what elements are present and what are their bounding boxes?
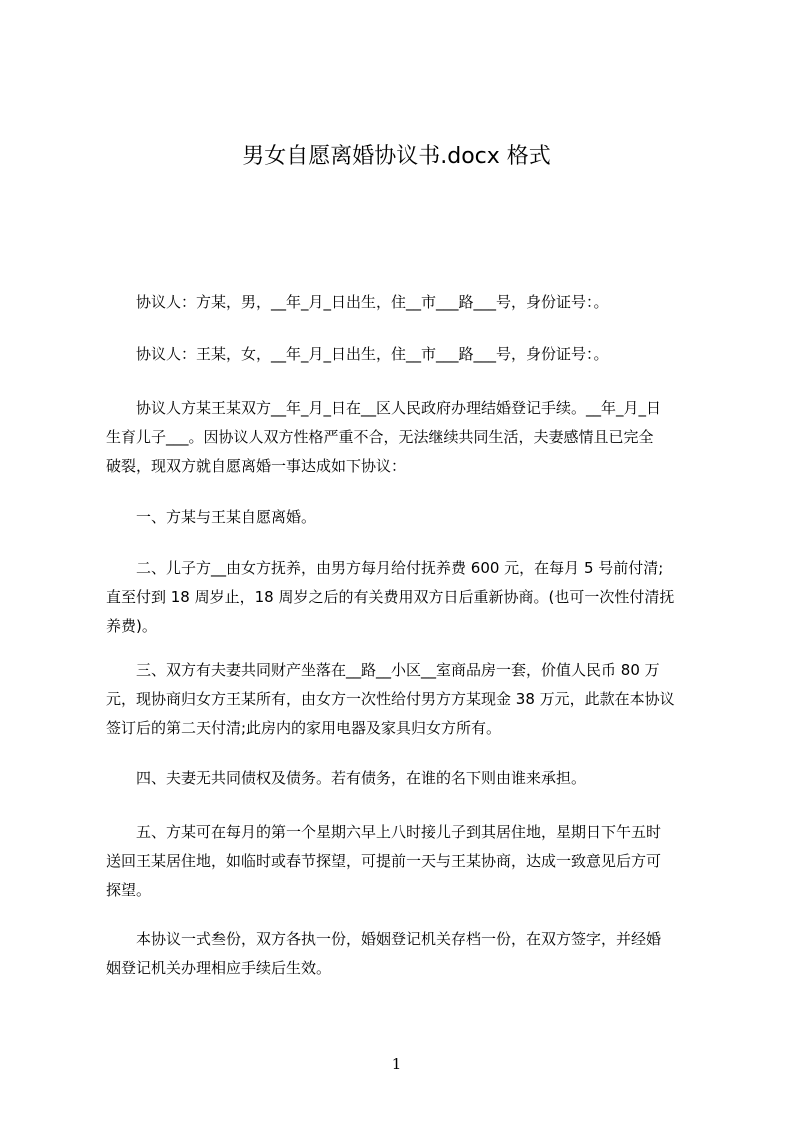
text-line: 一、方某与王某自愿离婚。 <box>106 508 317 526</box>
clause-1-paragraph <box>106 503 698 532</box>
clause-4-paragraph <box>106 764 698 793</box>
text-line: 二、儿子方__由女方抚养，由男方每月给付抚养费 600 元，在每月 5 号前付清; <box>106 559 664 577</box>
text-line: 姻登记机关办理相应手续后生效。 <box>106 959 332 977</box>
text-line: 破裂，现双方就自愿离婚一事达成如下协议： <box>106 457 407 475</box>
text-line: 四、夫妻无共同债权及债务。若有债务，在谁的名下则由谁来承担。 <box>106 769 587 787</box>
background-paragraph <box>106 394 698 481</box>
text-line: 送回王某居住地，如临时或春节探望，可提前一天与王某协商，达成一致意见后方可 <box>106 852 662 870</box>
party-b-paragraph <box>106 340 698 369</box>
text-line: 签订后的第二天付清;此房内的家用电器及家具归女方所有。 <box>106 719 502 737</box>
text-line: 五、方某可在每月的第一个星期六早上八时接儿子到其居住地，星期日下午五时 <box>106 823 662 841</box>
text-line: 探望。 <box>106 881 152 899</box>
document-title: 男女自愿离婚协议书.docx 格式 <box>242 144 551 169</box>
text-line: 协议人：方某，男，__年_月_日出生，住__市___路___号，身份证号：。 <box>106 293 609 311</box>
text-line: 本协议一式叁份，双方各执一份，婚姻登记机关存档一份，在双方签字，并经婚 <box>106 930 662 948</box>
text-line: 养费)。 <box>106 617 157 635</box>
clause-5-paragraph <box>106 818 698 905</box>
closing-paragraph <box>106 925 698 983</box>
clause-2-paragraph <box>106 554 698 641</box>
text-line: 直至付到 18 周岁止，18 周岁之后的有关费用双方日后重新协商。(也可一次性付清抚 <box>106 588 675 606</box>
clause-3-paragraph <box>106 656 698 743</box>
text-line: 三、双方有夫妻共同财产坐落在__路__小区__室商品房一套，价值人民币 80 万 <box>106 661 660 679</box>
text-line: 元，现协商归女方王某所有，由女方一次性给付男方方某现金 38 万元，此款在本协议 <box>106 690 675 708</box>
text-line: 协议人：王某，女，__年_月_日出生，住__市___路___号，身份证号：。 <box>106 345 609 363</box>
party-a-paragraph <box>106 288 698 317</box>
page-number: 1 <box>391 1055 402 1073</box>
text-line: 协议人方某王某双方__年_月_日在__区人民政府办理结婚登记手续。__年_月_日 <box>106 399 662 417</box>
text-line: 生育儿子___。因协议人双方性格严重不合，无法继续共同生活，夫妻感情且已完全 <box>106 428 654 446</box>
